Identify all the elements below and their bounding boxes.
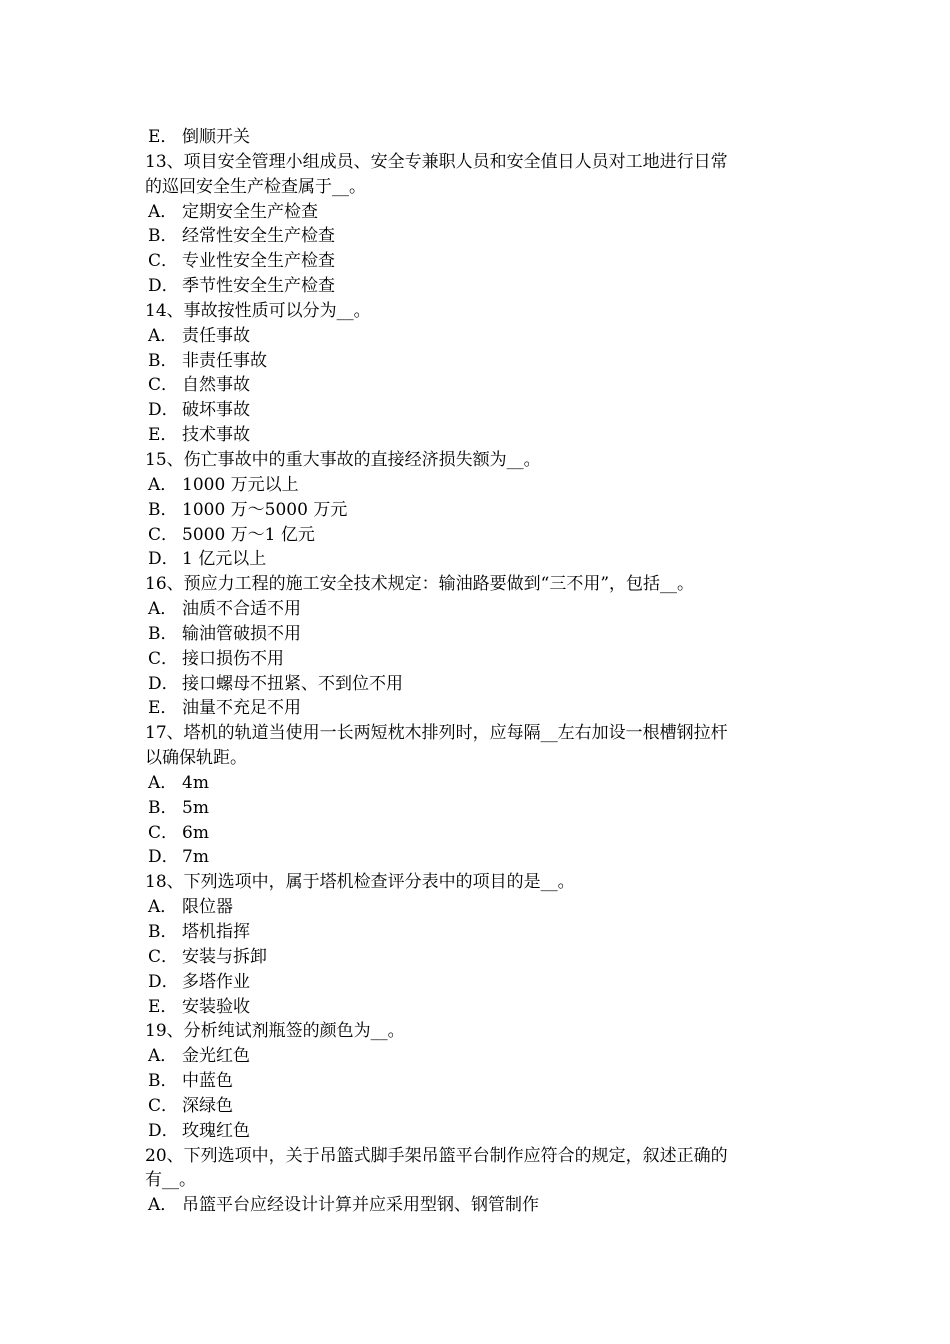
answer-option [0,622,950,647]
option-letter: B． [148,1071,178,1092]
answer-option [0,324,950,349]
option-text: 吊篮平台应经设计计算并应采用型钢、钢管制作 [182,1195,539,1216]
answer-option [0,373,950,398]
question-text-line: 17、塔机的轨道当使用一长两短枕木排列时，应每隔__左右加设一根槽钢拉杆 [145,723,728,744]
option-letter: D． [148,1120,179,1141]
option-letter: E． [148,425,178,446]
option-letter: C． [148,822,179,843]
option-letter: E． [148,996,178,1017]
option-letter: E． [148,127,178,147]
option-text: 经常性安全生产检查 [182,226,335,247]
question-text-line: 18、下列选项中，属于塔机检查评分表中的项目的是__。 [145,872,575,893]
option-text: 限位器 [182,897,233,918]
option-text: 5m [182,797,209,818]
option-text: 接口螺母不扭紧、不到位不用 [182,673,403,694]
option-text: 季节性安全生产检查 [182,276,335,297]
question-text-line: 16、预应力工程的施工安全技术规定：输油路要做到“三不用”，包括__。 [145,574,695,595]
option-letter: A． [148,897,178,918]
option-text: 接口损伤不用 [182,648,284,669]
option-text: 破坏事故 [182,400,250,421]
option-letter: B． [148,499,178,520]
option-letter: A． [148,201,178,222]
answer-option [0,796,950,821]
answer-option [0,672,950,697]
question-text-line: 有__。 [145,1170,196,1191]
option-letter: C． [148,524,179,545]
answer-option [0,547,950,572]
option-text: 1000 万～5000 万元 [182,499,348,520]
answer-option [0,1044,950,1069]
answer-option [0,1094,950,1119]
option-letter: D． [148,276,179,297]
answer-option [0,771,950,796]
answer-option [0,945,950,970]
answer-option [0,995,950,1020]
option-text: 倒顺开关 [182,127,250,147]
option-letter: A． [148,772,178,793]
option-text: 油量不充足不用 [182,698,301,719]
option-text: 油质不合适不用 [182,599,301,620]
answer-option [0,920,950,945]
answer-option [0,1119,950,1144]
question-text-line: 15、伤亡事故中的重大事故的直接经济损失额为__。 [145,449,541,470]
answer-option [0,895,950,920]
answer-option [0,523,950,548]
answer-option [0,1193,950,1218]
option-text: 输油管破损不用 [182,623,301,644]
option-letter: C． [148,375,179,396]
option-letter: D． [148,549,179,570]
option-letter: B． [148,623,178,644]
option-text: 玫瑰红色 [182,1120,250,1141]
question-text-line: 以确保轨距。 [145,748,247,769]
option-letter: B． [148,922,178,942]
option-text: 定期安全生产检查 [182,201,318,222]
option-text: 6m [182,822,209,843]
option-text: 非责任事故 [182,350,267,371]
option-letter: D． [148,847,179,868]
option-letter: B． [148,797,178,818]
option-text: 深绿色 [182,1095,233,1116]
answer-option [0,647,950,672]
option-letter: D． [148,400,179,421]
answer-option [0,398,950,423]
option-text: 1000 万元以上 [182,474,299,495]
answer-option [0,224,950,249]
answer-option [0,696,950,721]
option-text: 多塔作业 [182,971,250,992]
option-text: 中蓝色 [182,1071,233,1092]
answer-option [0,970,950,995]
answer-option [0,200,950,225]
option-text: 1 亿元以上 [182,549,267,570]
option-text: 金光红色 [182,1046,250,1067]
option-text: 安装与拆卸 [182,946,267,967]
answer-option [0,349,950,374]
option-letter: C． [148,946,179,967]
option-text: 专业性安全生产检查 [182,251,335,272]
question-text-line: 13、项目安全管理小组成员、安全专兼职人员和安全值日人员对工地进行日常 [145,151,728,172]
option-text: 5000 万～1 亿元 [182,524,315,545]
option-letter: E． [148,698,178,719]
question-text-line: 19、分析纯试剂瓶签的颜色为__。 [145,1021,405,1042]
option-letter: A． [148,599,178,620]
answer-option [0,845,950,870]
option-text: 塔机指挥 [182,922,250,942]
question-text-line: 14、事故按性质可以分为__。 [145,300,371,321]
option-text: 自然事故 [182,375,250,396]
option-letter: B． [148,350,178,371]
answer-option [0,473,950,498]
option-text: 7m [182,847,209,868]
option-text: 责任事故 [182,325,250,346]
answer-option [0,498,950,523]
option-letter: C． [148,648,179,669]
answer-option [0,597,950,622]
option-letter: A． [148,1195,178,1216]
option-letter: B． [148,226,178,247]
option-letter: A． [148,1046,178,1067]
question-text-line: 的巡回安全生产检查属于__。 [145,176,366,197]
option-text: 安装验收 [182,996,250,1017]
document-page [0,125,950,1218]
option-text: 4m [182,772,209,793]
answer-option [0,249,950,274]
question-text-line: 20、下列选项中，关于吊篮式脚手架吊篮平台制作应符合的规定，叙述正确的 [145,1145,728,1166]
option-letter: C． [148,1095,179,1116]
option-letter: A． [148,325,178,346]
option-letter: A． [148,474,178,495]
option-letter: D． [148,673,179,694]
answer-option [0,821,950,846]
answer-option [0,423,950,448]
option-letter: D． [148,971,179,992]
answer-option [0,125,950,150]
option-letter: C． [148,251,179,272]
answer-option [0,274,950,299]
answer-option [0,1069,950,1094]
option-text: 技术事故 [182,425,250,446]
